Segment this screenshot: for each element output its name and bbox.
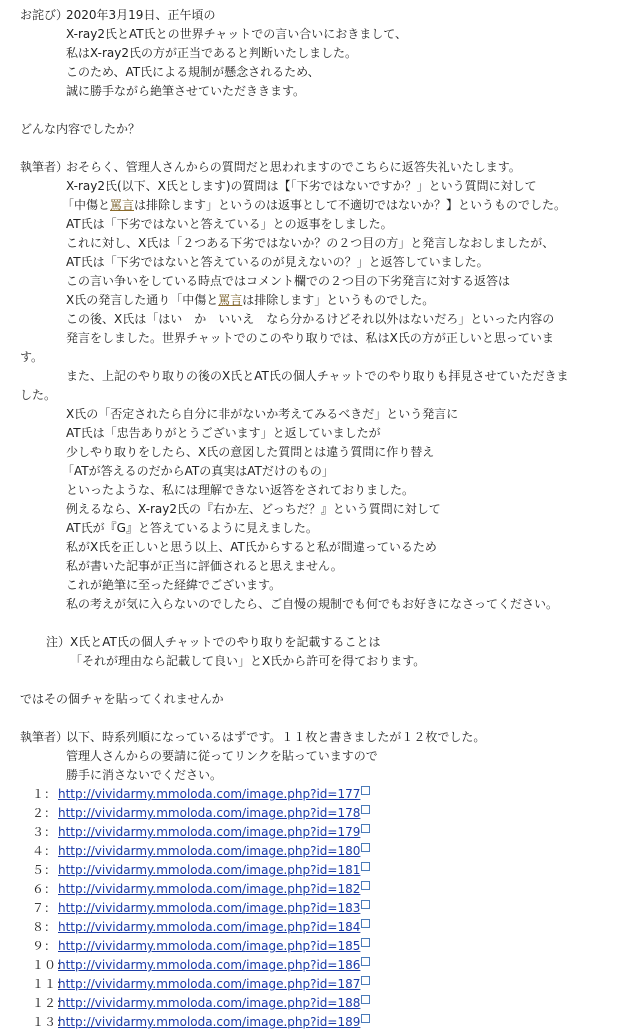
question-heading: ではその個チャを貼ってくれませんか <box>20 692 224 706</box>
external-link-icon[interactable] <box>361 900 370 909</box>
link-list-item <box>0 937 623 956</box>
response-line: といったような、私には理解できない返答をされておりました。 <box>66 483 415 497</box>
note-line: X氏とAT氏の個人チャットでのやり取りを記載することは <box>70 635 381 649</box>
image-link[interactable]: http://vividarmy.mmoloda.com/image.php?id=184 <box>58 920 361 934</box>
image-link[interactable]: http://vividarmy.mmoloda.com/image.php?id=185 <box>58 939 361 953</box>
external-link-icon[interactable] <box>361 976 370 985</box>
link-list-item <box>0 956 623 975</box>
link-list-item <box>0 899 623 918</box>
response-line: これに対し、X氏は「２つある下劣ではないか？の２つ目の方」と発言しなおしましたが、 <box>66 236 555 250</box>
author-label: 執筆者） <box>20 730 69 744</box>
underlined-term: 罵言 <box>110 198 135 212</box>
external-link-icon[interactable] <box>361 938 370 947</box>
response-line: 私が書いた記事が正当に評価されると思えません。 <box>66 559 343 573</box>
link-number: ４： <box>32 844 57 858</box>
external-link-icon[interactable] <box>361 862 370 871</box>
image-link[interactable]: http://vividarmy.mmoloda.com/image.php?id=178 <box>58 806 361 820</box>
external-link-icon[interactable] <box>361 805 370 814</box>
author-response-first-line <box>0 158 623 177</box>
link-number: １： <box>32 787 57 801</box>
response-line: 少しやり取りをしたら、X氏の意図した質問とは違う質問に作り替え <box>66 445 435 459</box>
link-number: ６： <box>32 882 57 896</box>
image-link[interactable]: http://vividarmy.mmoloda.com/image.php?id=182 <box>58 882 361 896</box>
link-list-item <box>0 823 623 842</box>
response-line: これが絶筆に至った経緯でございます。 <box>66 578 282 592</box>
apology-first-line <box>0 6 623 25</box>
response-line-wrap: した。 <box>20 388 57 402</box>
note-first-line <box>0 633 623 652</box>
response-line: AT氏は「忠告ありがとうございます」と返していましたが <box>66 426 381 440</box>
apology-label: お詫び） <box>20 8 69 22</box>
link-list-item <box>0 975 623 994</box>
external-link-icon[interactable] <box>361 957 370 966</box>
response-line: X氏の「否定されたら自分に非がないか考えてみるべきだ」という発言に <box>66 407 459 421</box>
external-link-icon[interactable] <box>361 1014 370 1023</box>
image-link[interactable]: http://vividarmy.mmoloda.com/image.php?id=189 <box>58 1015 361 1029</box>
note-label: 注） <box>46 635 71 649</box>
external-link-icon[interactable] <box>361 995 370 1004</box>
link-number: ５： <box>32 863 57 877</box>
response-line-wrap: す。 <box>20 350 44 364</box>
response-line: 「ATが答えるのだからATの真実はATだけのもの」 <box>62 464 334 478</box>
link-list <box>0 785 623 1032</box>
response-line: おそらく、管理人さんからの質問だと思われますのでこちらに返答失礼いたします。 <box>66 160 521 174</box>
link-number: １３： <box>32 1015 69 1029</box>
response-line: X氏の発言した通り「中傷と罵言は排除します」というものでした。 <box>66 293 435 307</box>
underlined-term: 罵言 <box>218 293 243 307</box>
external-link-icon[interactable] <box>361 919 370 928</box>
external-link-icon[interactable] <box>361 881 370 890</box>
external-link-icon[interactable] <box>361 843 370 852</box>
external-link-icon[interactable] <box>361 824 370 833</box>
response-line: また、上記のやり取りの後のX氏とAT氏の個人チャットでのやり取りも拝見させていただきま <box>66 369 569 383</box>
response-line: 例えるなら、X-ray2氏の『右か左、どっちだ？』という質問に対して <box>66 502 441 516</box>
response-line: 管理人さんからの要請に従ってリンクを貼っていますので <box>66 749 378 763</box>
apology-line: 誠に勝手ながら絶筆させていただききます。 <box>66 84 306 98</box>
apology-line: 私はX-ray2氏の方が正当であると判断いたしました。 <box>66 46 357 60</box>
response-line: 以下、時系列順になっているはずです。１１枚と書きましたが１２枚でした。 <box>66 730 486 744</box>
apology-line: X-ray2氏とAT氏との世界チャットでの言い合いにおきまして、 <box>66 27 407 41</box>
link-number: ７： <box>32 901 57 915</box>
response-line: この言い争いをしている時点ではコメント欄での２つ目の下劣発言に対する返答は <box>66 274 511 288</box>
link-number: ８： <box>32 920 57 934</box>
response-line: AT氏が『G』と答えているように見えました。 <box>66 521 318 535</box>
link-number: １１： <box>32 977 69 991</box>
response-line: AT氏は「下劣ではないと答えている」との返事をしました。 <box>66 217 393 231</box>
link-list-item <box>0 994 623 1013</box>
image-link[interactable]: http://vividarmy.mmoloda.com/image.php?id=188 <box>58 996 361 1010</box>
link-number: ２： <box>32 806 57 820</box>
question-heading: どんな内容でしたか？ <box>20 122 141 136</box>
link-number: ９： <box>32 939 57 953</box>
link-list-item <box>0 804 623 823</box>
image-link[interactable]: http://vividarmy.mmoloda.com/image.php?id=186 <box>58 958 361 972</box>
response-line: 発言をしました。世界チャットでのこのやり取りでは、私はX氏の方が正しいと思っていま <box>66 331 554 345</box>
link-list-item <box>0 1013 623 1032</box>
response-line: 私の考えが気に入らないのでしたら、ご自慢の規制でも何でもお好きになさってください。 <box>66 597 559 611</box>
link-number: １０： <box>32 958 69 972</box>
image-link[interactable]: http://vividarmy.mmoloda.com/image.php?id=177 <box>58 787 361 801</box>
apology-line: 2020年3月19日、正午頃の <box>66 8 216 22</box>
image-link[interactable]: http://vividarmy.mmoloda.com/image.php?id=180 <box>58 844 361 858</box>
image-link[interactable]: http://vividarmy.mmoloda.com/image.php?id=179 <box>58 825 361 839</box>
link-list-item <box>0 861 623 880</box>
response-line: AT氏は「下劣ではないと答えているのが見えないの？」と返答していました。 <box>66 255 489 269</box>
response-line: 「中傷と罵言は排除します」というのは返事として不適切ではないか？】というものでした。 <box>62 198 567 212</box>
apology-line: このため、AT氏による規制が懸念されるため、 <box>66 65 320 79</box>
response-line: 勝手に消さないでください。 <box>66 768 223 782</box>
image-link[interactable]: http://vividarmy.mmoloda.com/image.php?id=187 <box>58 977 361 991</box>
response-line: この後、X氏は「はい か いいえ なら分かるけどそれ以外はないだろ」といった内容の <box>66 312 555 326</box>
link-number: １２： <box>32 996 69 1010</box>
link-list-item <box>0 842 623 861</box>
link-number: ３： <box>32 825 57 839</box>
author-response-first-line <box>0 728 623 747</box>
external-link-icon[interactable] <box>361 786 370 795</box>
link-list-item <box>0 880 623 899</box>
image-link[interactable]: http://vividarmy.mmoloda.com/image.php?id=181 <box>58 863 361 877</box>
response-line: 私がX氏を正しいと思う以上、AT氏からすると私が間違っているため <box>66 540 437 554</box>
response-line: X-ray2氏(以下、X氏とします)の質問は【「下劣ではないですか？」という質問に対して <box>66 179 537 193</box>
link-list-item <box>0 785 623 804</box>
note-line: 「それが理由なら記載して良い」とX氏から許可を得ております。 <box>70 654 426 668</box>
link-list-item <box>0 918 623 937</box>
author-label: 執筆者） <box>20 160 69 174</box>
image-link[interactable]: http://vividarmy.mmoloda.com/image.php?id=183 <box>58 901 361 915</box>
